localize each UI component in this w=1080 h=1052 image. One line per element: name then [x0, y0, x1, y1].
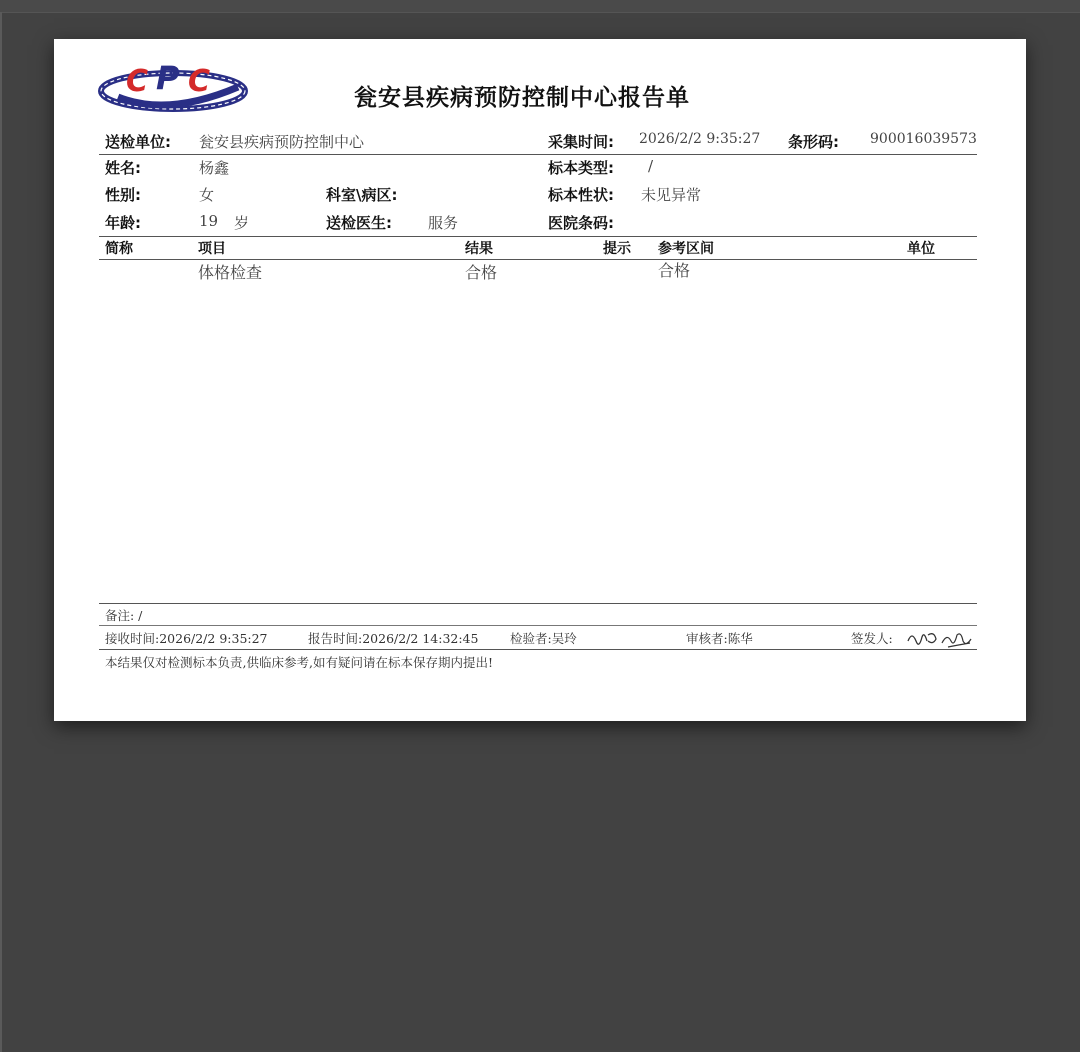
- sample-type-label: 标本类型:: [548, 159, 614, 177]
- barcode-value: 900016039573: [870, 131, 977, 147]
- viewer-left-edge: [0, 12, 2, 1052]
- remark: 备注: /: [105, 608, 143, 623]
- report-sheet: [54, 39, 1026, 721]
- row-ref: 合格: [658, 261, 691, 280]
- doctor-label: 送检医生:: [326, 214, 392, 232]
- name-value: 杨鑫: [199, 159, 230, 177]
- svg-text:P: P: [156, 59, 180, 97]
- table-top-divider: [99, 236, 977, 237]
- remark-divider: [99, 625, 977, 626]
- col-header-hint: 提示: [603, 241, 631, 257]
- footer-bottom-divider: [99, 649, 977, 650]
- sex-value: 女: [199, 186, 215, 204]
- unit-value: 瓮安县疾病预防控制中心: [199, 133, 365, 151]
- col-header-abbr: 简称: [105, 241, 133, 257]
- report-title: 瓮安县疾病预防控制中心报告单: [354, 85, 690, 111]
- sample-nature-label: 标本性状:: [548, 186, 614, 204]
- age-value: 19: [199, 212, 219, 230]
- name-label: 姓名:: [105, 159, 141, 177]
- issuer-label: 签发人:: [851, 631, 893, 646]
- collect-time-label: 采集时间:: [548, 133, 614, 151]
- reviewer: 审核者:陈华: [686, 631, 753, 646]
- signature-icon: [904, 627, 976, 651]
- svg-text:C: C: [188, 64, 211, 99]
- collect-time-value: 2026/2/2 9:35:27: [639, 131, 761, 147]
- col-header-result: 结果: [465, 241, 493, 257]
- doctor-value: 服务: [428, 214, 459, 232]
- footer-top-divider: [99, 603, 977, 604]
- barcode-label: 条形码:: [788, 133, 839, 151]
- row-result: 合格: [465, 263, 498, 282]
- col-header-item: 项目: [198, 241, 226, 257]
- svg-text:C: C: [126, 64, 149, 99]
- hospital-code-label: 医院条码:: [548, 214, 614, 232]
- sample-type-value: /: [648, 157, 654, 175]
- sample-nature-value: 未见异常: [641, 186, 702, 204]
- dept-label: 科室\病区:: [326, 186, 398, 204]
- age-label: 年龄:: [105, 214, 141, 232]
- unit-label: 送检单位:: [105, 133, 171, 151]
- col-header-ref: 参考区间: [658, 241, 714, 257]
- report-time: 报告时间:2026/2/2 14:32:45: [308, 631, 479, 646]
- receive-time: 接收时间:2026/2/2 9:35:27: [105, 631, 268, 646]
- cdc-logo-icon: [98, 57, 248, 115]
- col-header-unit: 单位: [907, 241, 935, 257]
- row-item: 体格检查: [198, 263, 263, 282]
- tester: 检验者:吴玲: [510, 631, 577, 646]
- viewer-top-bar: [0, 0, 1080, 13]
- age-unit: 岁: [234, 214, 250, 232]
- sex-label: 性别:: [105, 186, 141, 204]
- header-divider: [99, 154, 977, 155]
- disclaimer: 本结果仅对检测标本负责,供临床参考,如有疑问请在标本保存期内提出!: [105, 655, 493, 670]
